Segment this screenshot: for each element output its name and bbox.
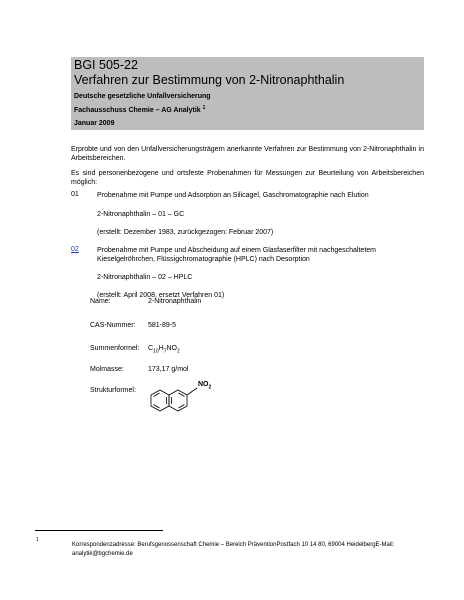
cas-label: CAS-Nummer: bbox=[90, 322, 136, 329]
no2-group-label bbox=[198, 381, 211, 390]
formula-no: NO bbox=[166, 345, 177, 352]
footnote-number: 1 bbox=[36, 537, 39, 543]
intro-paragraph-2: Es sind personenbezogene und ortsfeste Probenahmen für Messungen zur Beurteilung von Arbeitsbereichen möglich: bbox=[71, 170, 424, 186]
footnote-text: Korrespondenzadresse: Berufsgenossenschaft Chemie – Bereich PräventionPostfach 10 14 80, 69004 HeidelbergE-Mail: analytik@bgchemie.de bbox=[72, 542, 395, 557]
name-label: Name: bbox=[90, 298, 111, 305]
method-02-link[interactable]: 02 bbox=[71, 246, 79, 253]
document-title: Verfahren zur Bestimmung von 2-Nitronaphthalin bbox=[74, 73, 345, 87]
molar-mass-value: 173,17 g/mol bbox=[148, 366, 189, 373]
footnote-separator bbox=[35, 530, 163, 531]
structural-formula bbox=[146, 381, 230, 418]
method-02-created: (erstellt: April 2008, ersetzt Verfahren 01) bbox=[97, 292, 225, 299]
document-code: BGI 505-22 bbox=[74, 58, 138, 72]
name-value: 2-Nitronaphthalin bbox=[148, 298, 202, 305]
method-02-name: 2-Nitronaphthalin – 02 – HPLC bbox=[97, 274, 193, 281]
formula-h-count: 7 bbox=[163, 348, 167, 355]
method-02-description: Probenahme mit Pumpe und Abscheidung auf einem Glasfaserfilter mit nachgeschaltetem Kieselgelröhrchen, Flüssigchromatographie (HPLC) nach Desorption bbox=[97, 247, 376, 263]
formula-h: H bbox=[158, 345, 164, 352]
formula-label: Summenformel: bbox=[90, 345, 140, 352]
formula-c: C bbox=[148, 345, 154, 352]
formula-value bbox=[148, 345, 180, 354]
title-block bbox=[71, 57, 424, 130]
molar-mass-label: Molmasse: bbox=[90, 366, 124, 373]
footnote-reference: 1 bbox=[202, 105, 206, 111]
method-01-number: 01 bbox=[71, 191, 79, 198]
structure-label: Strukturformel: bbox=[90, 387, 136, 394]
organization: Deutsche gesetzliche Unfallversicherung bbox=[74, 93, 211, 100]
committee bbox=[74, 107, 205, 114]
cas-value: 581-89-5 bbox=[148, 322, 177, 329]
no2-group-count: 2 bbox=[208, 384, 212, 391]
method-01-created: (erstellt: Dezember 1983, zurückgezogen: Februar 2007) bbox=[97, 229, 274, 236]
method-01-name: 2-Nitronaphthalin – 01 – GC bbox=[97, 211, 185, 218]
intro-paragraph-1: Erprobte und von den Unfallversicherungsträgern anerkannte Verfahren zur Bestimmung von 2-Nitronaphthalin in Arbeitsbereichen. bbox=[71, 146, 424, 162]
committee-name: Fachausschuss Chemie – AG Analytik bbox=[74, 107, 201, 114]
naphthalene-structure-drawing bbox=[146, 384, 230, 418]
document-date: Januar 2009 bbox=[74, 120, 115, 127]
method-01-description: Probenahme mit Pumpe und Adsorption an Silicagel, Gaschromatographie nach Elution bbox=[97, 192, 369, 199]
no2-group: NO bbox=[198, 381, 209, 388]
formula-no-count: 2 bbox=[176, 348, 180, 355]
formula-c-count: 10 bbox=[153, 348, 159, 355]
